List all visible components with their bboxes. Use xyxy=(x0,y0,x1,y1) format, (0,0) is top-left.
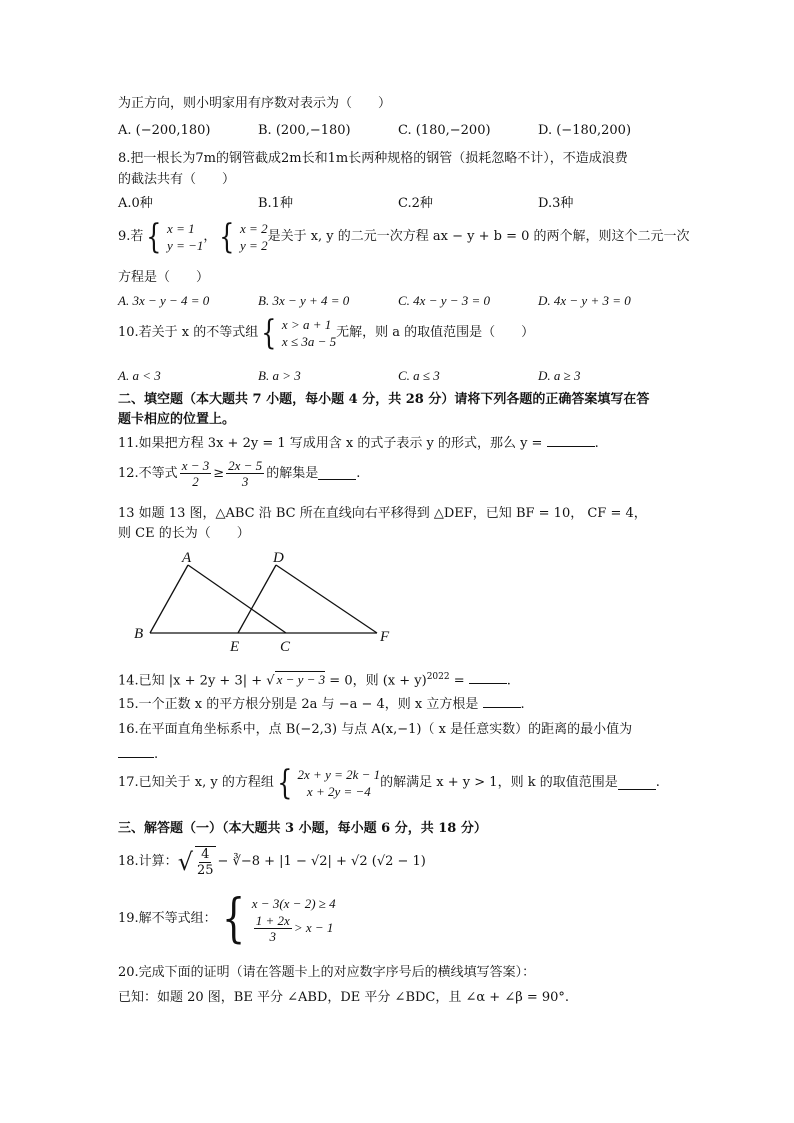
answer-blank xyxy=(547,434,595,447)
q14-prefix: 14.已知 |x + 2y + 3| + xyxy=(118,673,267,689)
q9-option-a: A. 3x − y − 4 = 0 xyxy=(118,293,210,308)
brace-icon: { xyxy=(219,217,235,257)
answer-blank xyxy=(469,671,507,684)
q19-prefix: 19.解不等式组： xyxy=(118,911,217,926)
q19-system xyxy=(252,895,336,944)
q19-row2-tail: > x − 1 xyxy=(293,920,334,935)
q19-stem xyxy=(118,889,336,949)
q13-translation-figure xyxy=(130,548,400,658)
section-3-heading: 三、解答题（一）（本大题共 3 小题，每小题 6 分，共 18 分） xyxy=(118,821,487,836)
brace-icon: { xyxy=(221,889,245,949)
q20-given: 已知：如题 20 图，BE 平分 ∠ABD，DE 平分 ∠BDC，且 ∠α + ∠β = 90°. xyxy=(118,990,570,1005)
q10-suffix: 无解，则 a 的取值范围是（ ） xyxy=(336,325,535,340)
q19-row1: x − 3(x − 2) ≥ 4 xyxy=(251,895,336,911)
q9-sys2-row2: y = 2 xyxy=(240,238,268,253)
q14-mid: = 0，则 (x + y) xyxy=(325,673,427,689)
answer-blank xyxy=(318,467,356,480)
q9-system-2 xyxy=(216,217,268,257)
q8-option-b: B.1种 xyxy=(258,196,293,211)
q17-system xyxy=(274,763,381,803)
q17-prefix: 17.已知关于 x, y 的方程组 xyxy=(118,775,274,790)
q19-row2 xyxy=(252,913,336,944)
q18-rest: − ∛−8 + |1 − √2| + √2 (√2 − 1) xyxy=(217,854,426,869)
segment-ac xyxy=(188,565,286,633)
q19-fraction xyxy=(254,913,292,944)
q18-frac-num: 4 xyxy=(201,847,210,862)
label-e: E xyxy=(230,639,240,655)
q12-f2-den: 3 xyxy=(241,474,249,489)
q14-radicand: x − y − 3 xyxy=(276,672,326,688)
q12-f2-num: 2x − 5 xyxy=(228,458,263,473)
q9-system-1 xyxy=(143,217,204,257)
q13-stem: 13 如题 13 图，△ABC 沿 BC 所在直线向右平移得到 △DEF，已知 BF = 10， CF = 4， xyxy=(118,506,647,521)
q9-option-b: B. 3x − y + 4 = 0 xyxy=(258,293,350,308)
q9-sys1-row1: x = 1 xyxy=(167,221,195,236)
q16-answer-line xyxy=(118,745,158,764)
q10-option-c: C. a ≤ 3 xyxy=(398,368,440,383)
q12-fraction-2 xyxy=(226,458,264,489)
q10-stem xyxy=(118,313,535,353)
q14-suffix: = xyxy=(449,673,465,689)
q8-option-c: C.2种 xyxy=(398,196,433,211)
q7-option-a: A. (−200,180) xyxy=(118,123,211,138)
q17-end: . xyxy=(655,775,660,790)
q15-text: 15.一个正数 x 的平方根分别是 2a 与 −a − 4，则 x 立方根是 xyxy=(118,697,479,712)
q17-suffix: 的解满足 x + y > 1，则 k 的取值范围是 xyxy=(380,775,618,790)
q11-end: . xyxy=(594,436,599,451)
q18-stem xyxy=(118,846,426,878)
q10-sys-row2: x ≤ 3a − 5 xyxy=(281,334,337,349)
q17-sys-row2: x + 2y = −4 xyxy=(306,784,371,799)
answer-blank xyxy=(118,745,154,758)
q9-sys2-row1: x = 2 xyxy=(240,221,268,236)
q12-prefix: 12.不等式 xyxy=(118,465,178,481)
brace-icon: { xyxy=(277,763,293,803)
q10-option-b: B. a > 3 xyxy=(258,368,301,383)
q19-frac-num: 1 + 2x xyxy=(255,912,290,928)
q9-separator: ， xyxy=(203,229,217,244)
q18-fraction xyxy=(195,846,216,878)
label-f: F xyxy=(380,629,390,645)
q10-option-a: A. a < 3 xyxy=(118,368,161,383)
q16-stem: 16.在平面直角坐标系中，点 B(−2,3) 与点 A(x,−1)（ x 是任意实数）的距离的最小值为 xyxy=(118,722,633,737)
section-2-heading: 二、填空题（本大题共 7 小题，每小题 4 分，共 28 分）请将下列各题的正确答案填写在答 xyxy=(118,392,650,407)
q9-suffix: 是关于 x, y 的二元一次方程 ax − y + b = 0 的两个解，则这个二元一次 xyxy=(267,229,690,244)
label-b: B xyxy=(134,626,144,642)
q7-option-d: D. (−180,200) xyxy=(538,123,632,138)
q15-stem xyxy=(118,695,525,714)
label-d: D xyxy=(273,550,284,566)
q7-option-b: B. (200,−180) xyxy=(258,123,351,138)
q12-fraction-1 xyxy=(180,458,212,489)
brace-icon: { xyxy=(261,313,277,353)
q9-option-d: D. 4x − y + 3 = 0 xyxy=(538,293,631,308)
label-a: A xyxy=(182,550,192,566)
sqrt-icon: √ xyxy=(177,848,193,876)
q9-stem-line2: 方程是（ ） xyxy=(118,270,210,285)
q8-stem-line2: 的截法共有（ ） xyxy=(118,172,236,187)
q19-frac-den: 3 xyxy=(269,928,277,944)
q17-sys-row1: 2x + y = 2k − 1 xyxy=(297,767,381,782)
q10-sys-row1: x > a + 1 xyxy=(281,317,332,332)
answer-blank xyxy=(618,777,656,790)
q12-stem xyxy=(118,458,360,489)
q17-stem xyxy=(118,763,660,803)
q8-option-a: A.0种 xyxy=(118,196,153,211)
q11-text: 11.如果把方程 3x + 2y = 1 写成用含 x 的式子表示 y 的形式，那么 y = xyxy=(118,436,543,451)
q14-exponent: 2022 xyxy=(426,672,450,682)
q12-end: . xyxy=(356,465,361,481)
q9-option-c: C. 4x − y − 3 = 0 xyxy=(398,293,491,308)
q12-f1-num: x − 3 xyxy=(181,458,210,473)
q8-stem: 8.把一根长为7m的钢管截成2m长和1m长两种规格的钢管（损耗忽略不计），不造成浪费 xyxy=(118,151,628,166)
q10-option-d: D. a ≥ 3 xyxy=(538,368,581,383)
brace-icon: { xyxy=(146,217,162,257)
section-2-heading-line2: 题卡相应的位置上。 xyxy=(118,412,236,427)
segment-ab xyxy=(150,565,188,633)
q8-option-d: D.3种 xyxy=(538,196,574,211)
q9-prefix: 9.若 xyxy=(118,229,144,244)
answer-blank xyxy=(483,695,521,708)
segment-df xyxy=(276,565,377,633)
q20-stem: 20.完成下面的证明（请在答题卡上的对应数字序号后的横线填写答案）： xyxy=(118,965,536,980)
q18-frac-den: 25 xyxy=(196,863,214,878)
q9-stem xyxy=(118,217,690,257)
q10-prefix: 10.若关于 x 的不等式组 xyxy=(118,325,259,340)
q7-option-c: C. (180,−200) xyxy=(398,123,491,138)
q14-end: . xyxy=(506,673,511,689)
q9-sys1-row2: y = −1 xyxy=(167,238,204,253)
q12-f1-den: 2 xyxy=(192,474,199,489)
q13-stem-line2: 则 CE 的长为（ ） xyxy=(118,526,250,541)
q12-suffix: 的解集是 xyxy=(266,465,319,481)
q16-end: . xyxy=(154,747,159,762)
q7-stem-tail: 为正方向，则小明家用有序数对表示为（ ） xyxy=(118,96,392,111)
q15-end: . xyxy=(520,697,525,712)
q11-stem xyxy=(118,434,599,453)
q12-relation: ≥ xyxy=(213,465,225,481)
q10-system xyxy=(258,313,337,353)
label-c: C xyxy=(280,639,291,655)
q18-prefix: 18.计算： xyxy=(118,854,178,869)
q14-stem: 14.已知 |x + 2y + 3| + √ x − y − 3 = 0，则 $(x + y)^{2022}$ = . xyxy=(118,672,511,689)
